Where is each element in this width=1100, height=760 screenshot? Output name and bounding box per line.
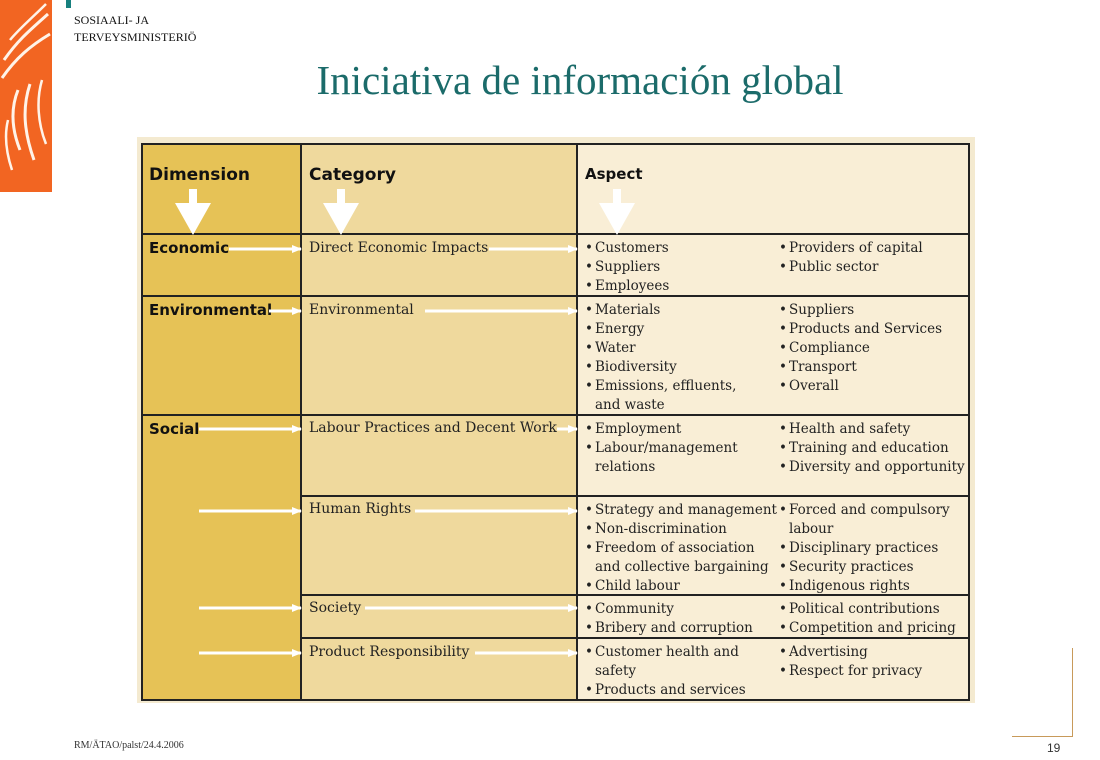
aspect-item: • Forced and compulsory	[779, 501, 950, 520]
aspect-item: • Advertising	[779, 643, 922, 662]
aspect-item: • Health and safety	[779, 420, 965, 439]
aspect-item-continued: and waste	[595, 397, 665, 413]
aspect-item: • Biodiversity	[585, 358, 736, 377]
footer-reference: RM/ÄTAO/palst/24.4.2006	[74, 740, 184, 751]
header-category: Category	[309, 165, 396, 185]
aspect-item: • Overall	[779, 377, 942, 396]
gri-framework-table	[137, 137, 975, 703]
aspect-item: • Freedom of association	[585, 539, 777, 558]
aspect-item-continued: labour	[789, 521, 834, 537]
aspect-item: • Security practices	[779, 558, 950, 577]
corner-decoration-horizontal	[1012, 736, 1073, 737]
aspect-item: • Bribery and corruption	[585, 619, 753, 638]
aspect-item-continued: and collective bargaining	[595, 559, 769, 575]
dimension-social: Social	[149, 420, 200, 438]
header-dimension: Dimension	[149, 165, 251, 185]
aspect-item: • Customers	[585, 239, 669, 258]
flow-arrows	[137, 137, 975, 703]
aspect-item: • Community	[585, 600, 753, 619]
page-title: Iniciativa de información global	[316, 57, 844, 103]
aspect-item: • Training and education	[779, 439, 965, 458]
aspect-item: • Energy	[585, 320, 736, 339]
aspect-item: • Respect for privacy	[779, 662, 922, 681]
aspect-item: • Suppliers	[585, 258, 669, 277]
ministry-name	[74, 12, 196, 46]
aspect-item: • Suppliers	[779, 301, 942, 320]
category-environmental: Environmental	[309, 302, 414, 318]
ministry-line-1: SOSIAALI- JA	[74, 13, 149, 27]
category-direct-economic-impacts: Direct Economic Impacts	[309, 240, 489, 256]
aspect-item: • Transport	[779, 358, 942, 377]
aspect-item: • Political contributions	[779, 600, 956, 619]
aspect-item: • Public sector	[779, 258, 923, 277]
page-number: 19	[1047, 741, 1061, 755]
down-arrow-icon	[175, 189, 211, 235]
aspect-item: • Products and Services	[779, 320, 942, 339]
aspect-item: • Materials	[585, 301, 736, 320]
aspect-item: • Competition and pricing	[779, 619, 956, 638]
ministry-line-2: TERVEYSMINISTERIÖ	[74, 30, 197, 44]
header-aspect: Aspect	[585, 165, 643, 183]
aspect-item: • Products and services	[585, 681, 746, 700]
aspect-item: • Water	[585, 339, 736, 358]
aspect-item-continued: relations	[595, 459, 656, 475]
aspect-item: • Non-discrimination	[585, 520, 777, 539]
aspect-item: • Compliance	[779, 339, 942, 358]
aspect-item: • Emissions, effluents,	[585, 377, 736, 396]
aspect-item: • Customer health and	[585, 643, 746, 662]
aspect-item: • Indigenous rights	[779, 577, 950, 596]
aspect-item: • Diversity and opportunity	[779, 458, 965, 477]
down-arrow-icon	[323, 189, 359, 235]
category-product-responsibility: Product Responsibility	[309, 644, 470, 660]
aspect-item: • Child labour	[585, 577, 777, 596]
category-society: Society	[309, 600, 362, 616]
aspect-item: • Disciplinary practices	[779, 539, 950, 558]
aspect-item: • Providers of capital	[779, 239, 923, 258]
category-labour-practices: Labour Practices and Decent Work	[309, 420, 557, 436]
logo-accent-bar	[66, 0, 71, 8]
down-arrow-icon	[599, 189, 635, 235]
corner-decoration-vertical	[1072, 648, 1073, 736]
aspect-item-continued: safety	[595, 663, 637, 679]
aspect-item: • Employees	[585, 277, 669, 296]
aspect-item: • Labour/management	[585, 439, 738, 458]
dimension-environmental: Environmental	[149, 301, 273, 319]
dimension-economic: Economic	[149, 239, 230, 257]
category-human-rights: Human Rights	[309, 501, 412, 517]
aspect-item: • Employment	[585, 420, 738, 439]
aspect-item: • Strategy and management	[585, 501, 777, 520]
